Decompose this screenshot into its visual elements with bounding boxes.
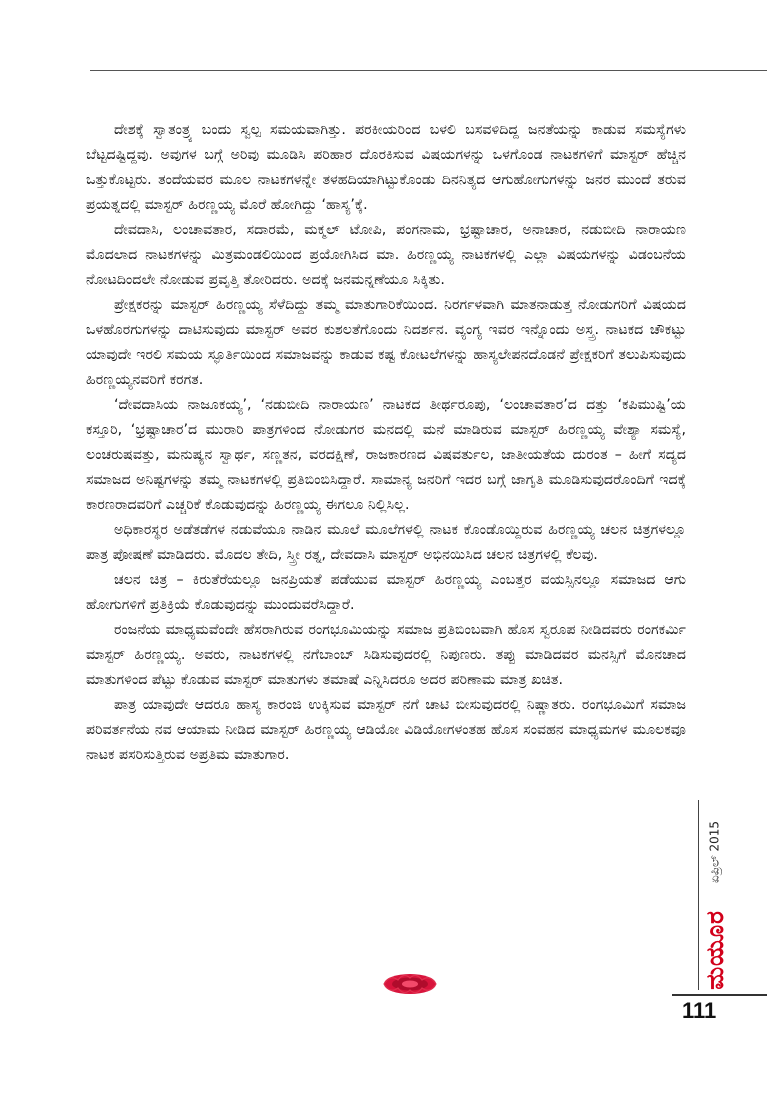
paragraph-8: ಪಾತ್ರ ಯಾವುದೇ ಆದರೂ ಹಾಸ್ಯ ಕಾರಂಜಿ ಉಕ್ಕಿಸುವ ಮಾಸ್ಟರ್ ನಗೆ ಚಾಟಿ ಬೀಸುವುದರಲ್ಲಿ ನಿಷ್ಣಾತರು. ರಂಗಭೂಮಿಗೆ ಸಮಾಜ ಪರಿವರ್ತನೆಯ ನವ ಆಯಾಮ ನೀಡಿದ ಮಾಸ್ಟರ್ ಹಿರಣ್ಣಯ್ಯ ಆಡಿಯೋ ವಿಡಿಯೋಗಳಂತಹ ಹೊಸ ಸಂವಹನ ಮಾಧ್ಯಮಗಳ ಮೂಲಕವೂ ನಾಟಕ ಪಸರಿಸುತ್ತಿರುವ ಅಪ್ರತಿಮ ಮಾತುಗಾರ.	[86, 697, 686, 763]
flower-ornament-icon	[380, 972, 440, 996]
footer-rule	[672, 994, 767, 996]
masthead	[700, 800, 730, 990]
masthead-divider	[698, 800, 699, 990]
paragraph-4: ‘ದೇವದಾಸಿಯ ನಾಜೂಕಯ್ಯ’, ‘ನಡುಬೀದಿ ನಾರಾಯಣ’ ನಾಟಕದ ತೀರ್ಥರೂಪು, ‘ಲಂಚಾವತಾರ’ದ ದತ್ತು ‘ಕಪಿಮುಷ್ಟಿ’ಯ ಕಸ್ತೂರಿ, ‘ಭ್ರಷ್ಟಾಚಾರ’ದ ಮುರಾರಿ ಪಾತ್ರಗಳಿಂದ ನೋಡುಗರ ಮನದಲ್ಲಿ ಮನೆ ಮಾಡಿರುವ ಮಾಸ್ಟರ್ ಹಿರಣ್ಣಯ್ಯ ವೇಶ್ಯಾ ಸಮಸ್ಯೆ, ಲಂಚರುಷವತ್ತು, ಮನುಷ್ಯನ ಸ್ವಾರ್ಥ, ಸಣ್ಣತನ, ವರದಕ್ಷಿಣೆ, ರಾಜಕಾರಣದ ವಿಷವರ್ತುಲ, ಜಾತೀಯತೆಯ ದುರಂತ – ಹೀಗೆ ಸದ್ಯದ ಸಮಾಜದ ಅನಿಷ್ಟಗಳನ್ನು ತಮ್ಮ ನಾಟಕಗಳಲ್ಲಿ ಪ್ರತಿಬಿಂಬಿಸಿದ್ದಾರೆ. ಸಾಮಾನ್ಯ ಜನರಿಗೆ ಇದರ ಬಗ್ಗೆ ಜಾಗೃತಿ ಮೂಡಿಸುವುದರೊಂದಿಗೆ ಇದಕ್ಕೆ ಕಾರಣರಾದವರಿಗೆ ಎಚ್ಚರಿಕೆ ಕೊಡುವುದನ್ನು ಹಿರಣ್ಣಯ್ಯ ಈಗಲೂ ನಿಲ್ಲಿಸಿಲ್ಲ.	[86, 397, 686, 513]
paragraph-6: ಚಲನ ಚಿತ್ರ – ಕಿರುತೆರೆಯಲ್ಲೂ ಜನಪ್ರಿಯತೆ ಪಡೆಯುವ ಮಾಸ್ಟರ್ ಹಿರಣ್ಣಯ್ಯ ಎಂಬತ್ತರ ವಯಸ್ಸಿನಲ್ಲೂ ಸಮಾಜದ ಆಗು ಹೋಗುಗಳಿಗೆ ಪ್ರತಿಕ್ರಿಯೆ ಕೊಡುವುದನ್ನು ಮುಂದುವರೆಸಿದ್ದಾರೆ.	[86, 572, 686, 613]
issue-date: ಏಪ್ರಿಲ್ 2015	[707, 821, 722, 883]
top-rule	[90, 70, 767, 71]
paragraph-1: ದೇಶಕ್ಕೆ ಸ್ವಾತಂತ್ರ್ಯ ಬಂದು ಸ್ವಲ್ಪ ಸಮಯವಾಗಿತ್ತು. ಪರಕೀಯರಿಂದ ಬಳಲಿ ಬಸವಳಿದಿದ್ದ ಜನತೆಯನ್ನು ಕಾಡುವ ಸಮಸ್ಯೆಗಳು ಬೆಟ್ಟದಷ್ಟಿದ್ದವು. ಅವುಗಳ ಬಗ್ಗೆ ಅರಿವು ಮೂಡಿಸಿ ಪರಿಹಾರ ದೊರಕಿಸುವ ವಿಷಯಗಳನ್ನು ಒಳಗೊಂಡ ನಾಟಕಗಳಿಗೆ ಮಾಸ್ಟರ್ ಹೆಚ್ಚಿನ ಒತ್ತುಕೊಟ್ಟರು. ತಂದೆಯವರ ಮೂಲ ನಾಟಕಗಳನ್ನೇ ತಳಹದಿಯಾಗಿಟ್ಟುಕೊಂಡು ದಿನನಿತ್ಯದ ಆಗುಹೋಗುಗಳನ್ನು ಜನರ ಮುಂದೆ ತರುವ ಪ್ರಯತ್ನದಲ್ಲಿ ಮಾಸ್ಟರ್ ಹಿರಣ್ಣಯ್ಯ ಮೊರೆ ಹೋಗಿದ್ದು ‘ಹಾಸ್ಯ’ಕ್ಕೆ.	[86, 122, 686, 213]
page-number: 111	[682, 998, 717, 1023]
article-body	[86, 118, 686, 768]
magazine-logo: ಮಯೂರ	[701, 910, 729, 990]
paragraph-3: ಪ್ರೇಕ್ಷಕರನ್ನು ಮಾಸ್ಟರ್ ಹಿರಣ್ಣಯ್ಯ ಸೆಳೆದಿದ್ದು ತಮ್ಮ ಮಾತುಗಾರಿಕೆಯಿಂದ. ನಿರರ್ಗಳವಾಗಿ ಮಾತನಾಡುತ್ತ ನೋಡುಗರಿಗೆ ವಿಷಯದ ಒಳಹೊರಗುಗಳನ್ನು ದಾಟಿಸುವುದು ಮಾಸ್ಟರ್ ಅವರ ಕುಶಲತೆಗೊಂದು ನಿದರ್ಶನ. ವ್ಯಂಗ್ಯ ಇವರ ಇನ್ನೊಂದು ಅಸ್ತ್ರ. ನಾಟಕದ ಚೌಕಟ್ಟು ಯಾವುದೇ ಇರಲಿ ಸಮಯ ಸ್ಫೂರ್ತಿಯಿಂದ ಸಮಾಜವನ್ನು ಕಾಡುವ ಕಷ್ಟ ಕೋಟಲೆಗಳನ್ನು ಹಾಸ್ಯಲೇಪನದೊಡನೆ ಪ್ರೇಕ್ಷಕರಿಗೆ ತಲುಪಿಸುವುದು ಹಿರಣ್ಣಯ್ಯನವರಿಗೆ ಕರಗತ.	[86, 297, 686, 388]
paragraph-2: ದೇವದಾಸಿ, ಲಂಚಾವತಾರ, ಸದಾರಮೆ, ಮಕ್ಮಲ್ ಟೋಪಿ, ಪಂಗನಾಮ, ಭ್ರಷ್ಟಾಚಾರ, ಅನಾಚಾರ, ನಡುಬೀದಿ ನಾರಾಯಣ ಮೊದಲಾದ ನಾಟಕಗಳನ್ನು ಮಿತ್ರಮಂಡಲಿಯಿಂದ ಪ್ರಯೋಗಿಸಿದ ಮಾ. ಹಿರಣ್ಣಯ್ಯ ನಾಟಕಗಳಲ್ಲಿ ಎಲ್ಲಾ ವಿಷಯಗಳನ್ನು ವಿಡಂಬನೆಯ ನೋಟದಿಂದಲೇ ನೋಡುವ ಪ್ರವೃತ್ತಿ ತೋರಿದರು. ಅದಕ್ಕೆ ಜನಮನ್ನಣೆಯೂ ಸಿಕ್ಕಿತು.	[86, 222, 686, 288]
paragraph-7: ರಂಜನೆಯ ಮಾಧ್ಯಮವೆಂದೇ ಹೆಸರಾಗಿರುವ ರಂಗಭೂಮಿಯನ್ನು ಸಮಾಜ ಪ್ರತಿಬಿಂಬವಾಗಿ ಹೊಸ ಸ್ವರೂಪ ನೀಡಿದವರು ರಂಗಕರ್ಮಿ ಮಾಸ್ಟರ್ ಹಿರಣ್ಣಯ್ಯ. ಅವರು, ನಾಟಕಗಳಲ್ಲಿ ನಗೆಬಾಂಬ್ ಸಿಡಿಸುವುದರಲ್ಲಿ ನಿಪುಣರು. ತಪ್ಪು ಮಾಡಿದವರ ಮನಸ್ಸಿಗೆ ಮೊನಚಾದ ಮಾತುಗಳಿಂದ ಪೆಟ್ಟು ಕೊಡುವ ಮಾಸ್ಟರ್ ಮಾತುಗಳು ತಮಾಷೆ ಎನ್ನಿಸಿದರೂ ಅದರ ಪರಿಣಾಮ ಮಾತ್ರ ಖಚಿತ.	[86, 622, 686, 688]
paragraph-5: ಅಧಿಕಾರಸ್ಥರ ಅಡೆತಡೆಗಳ ನಡುವೆಯೂ ನಾಡಿನ ಮೂಲೆ ಮೂಲೆಗಳಲ್ಲಿ ನಾಟಕ ಕೊಂಡೊಯ್ದಿರುವ ಹಿರಣ್ಣಯ್ಯ ಚಲನ ಚಿತ್ರಗಳಲ್ಲೂ ಪಾತ್ರ ಪೋಷಣೆ ಮಾಡಿದರು. ಮೊದಲ ತೇದಿ, ಸ್ತ್ರೀ ರತ್ನ, ದೇವದಾಸಿ ಮಾಸ್ಟರ್ ಅಭಿನಯಿಸಿದ ಚಲನ ಚಿತ್ರಗಳಲ್ಲಿ ಕೆಲವು.	[86, 522, 686, 563]
